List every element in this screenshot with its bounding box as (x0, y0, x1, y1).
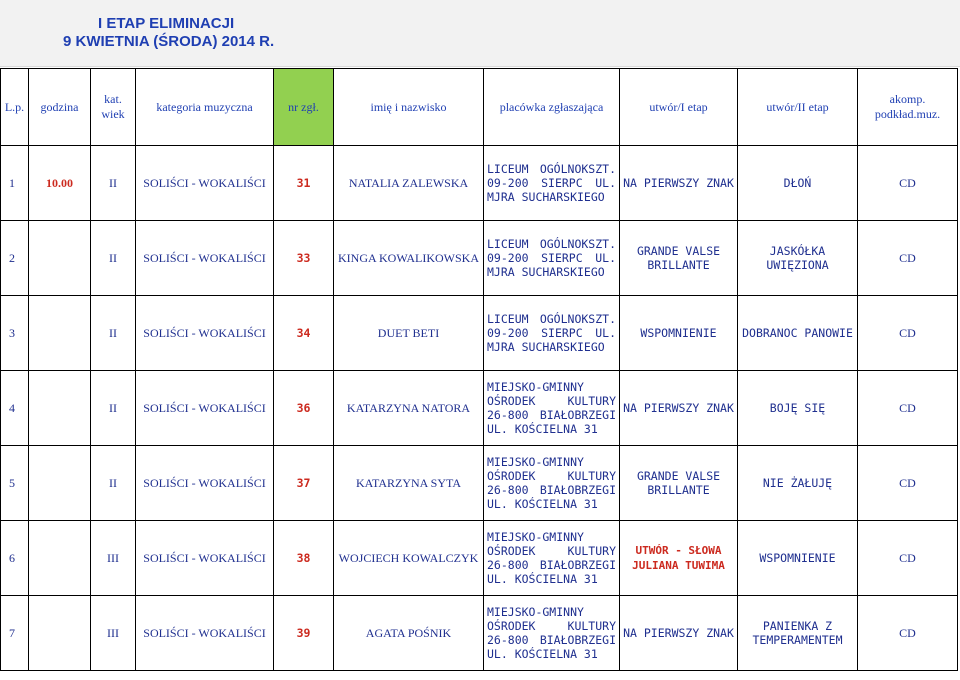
row-name: KINGA KOWALIKOWSKA (334, 221, 484, 296)
row-acc: CD (858, 371, 958, 446)
row-time (29, 221, 91, 296)
row-name: DUET BETI (334, 296, 484, 371)
row-song1: NA PIERWSZY ZNAK (620, 371, 738, 446)
row-kat: II (91, 296, 136, 371)
row-time (29, 371, 91, 446)
row-nr: 39 (274, 596, 334, 671)
table-row (1, 596, 958, 671)
row-song2: DŁOŃ (738, 146, 858, 221)
table-row (1, 221, 958, 296)
row-category: SOLIŚCI - WOKALIŚCI (136, 371, 274, 446)
col-akomp: akomp. podkład.muz. (858, 69, 958, 146)
table-row (1, 446, 958, 521)
col-imie: imię i nazwisko (334, 69, 484, 146)
row-place: MIEJSKO-GMINNY OŚRODEK KULTURY 26-800 BIAŁOBRZEGI UL. KOŚCIELNA 31 (484, 521, 620, 596)
row-song2: BOJĘ SIĘ (738, 371, 858, 446)
row-song1: GRANDE VALSE BRILLANTE (620, 446, 738, 521)
row-lp: 6 (1, 521, 29, 596)
row-time (29, 296, 91, 371)
row-lp: 7 (1, 596, 29, 671)
row-time (29, 596, 91, 671)
row-place: LICEUM OGÓLNOKSZT. 09-200 SIERPC UL. MJRA SUCHARSKIEGO (484, 296, 620, 371)
row-category: SOLIŚCI - WOKALIŚCI (136, 521, 274, 596)
row-lp: 4 (1, 371, 29, 446)
col-nr: nr zgł. (274, 69, 334, 146)
row-acc: CD (858, 521, 958, 596)
col-utwor-1: utwór/I etap (620, 69, 738, 146)
row-category: SOLIŚCI - WOKALIŚCI (136, 221, 274, 296)
col-placowka: placówka zgłaszająca (484, 69, 620, 146)
row-song2: JASKÓŁKA UWIĘZIONA (738, 221, 858, 296)
row-name: KATARZYNA SYTA (334, 446, 484, 521)
title-panel (0, 0, 960, 67)
row-place: LICEUM OGÓLNOKSZT. 09-200 SIERPC UL. MJRA SUCHARSKIEGO (484, 146, 620, 221)
row-kat: II (91, 221, 136, 296)
row-song1: UTWÓR - SŁOWA JULIANA TUWIMA (620, 521, 738, 596)
row-nr: 38 (274, 521, 334, 596)
row-name: KATARZYNA NATORA (334, 371, 484, 446)
row-acc: CD (858, 446, 958, 521)
row-acc: CD (858, 146, 958, 221)
row-acc: CD (858, 221, 958, 296)
row-category: SOLIŚCI - WOKALIŚCI (136, 296, 274, 371)
row-place: MIEJSKO-GMINNY OŚRODEK KULTURY 26-800 BIAŁOBRZEGI UL. KOŚCIELNA 31 (484, 596, 620, 671)
row-lp: 2 (1, 221, 29, 296)
row-lp: 5 (1, 446, 29, 521)
row-acc: CD (858, 596, 958, 671)
row-category: SOLIŚCI - WOKALIŚCI (136, 146, 274, 221)
table-row (1, 146, 958, 221)
row-song2: DOBRANOC PANOWIE (738, 296, 858, 371)
row-time (29, 521, 91, 596)
row-category: SOLIŚCI - WOKALIŚCI (136, 596, 274, 671)
row-nr: 34 (274, 296, 334, 371)
row-kat: III (91, 521, 136, 596)
row-time (29, 446, 91, 521)
row-name: AGATA POŚNIK (334, 596, 484, 671)
schedule-table (0, 68, 958, 671)
row-lp: 1 (1, 146, 29, 221)
row-place: MIEJSKO-GMINNY OŚRODEK KULTURY 26-800 BIAŁOBRZEGI UL. KOŚCIELNA 31 (484, 371, 620, 446)
row-song1: WSPOMNIENIE (620, 296, 738, 371)
row-kat: III (91, 596, 136, 671)
row-place: LICEUM OGÓLNOKSZT. 09-200 SIERPC UL. MJRA SUCHARSKIEGO (484, 221, 620, 296)
table-row (1, 371, 958, 446)
row-name: NATALIA ZALEWSKA (334, 146, 484, 221)
row-song1: NA PIERWSZY ZNAK (620, 596, 738, 671)
row-nr: 31 (274, 146, 334, 221)
row-song2: WSPOMNIENIE (738, 521, 858, 596)
row-song2: PANIENKA Z TEMPERAMENTEM (738, 596, 858, 671)
row-song2: NIE ŻAŁUJĘ (738, 446, 858, 521)
row-song1: GRANDE VALSE BRILLANTE (620, 221, 738, 296)
title-line-1: I ETAP ELIMINACJI (98, 15, 235, 32)
table-row (1, 521, 958, 596)
row-kat: II (91, 446, 136, 521)
header-row (1, 69, 958, 146)
col-godzina: godzina (29, 69, 91, 146)
row-lp: 3 (1, 296, 29, 371)
row-time: 10.00 (29, 146, 91, 221)
row-kat: II (91, 371, 136, 446)
col-lp: L.p. (1, 69, 29, 146)
row-name: WOJCIECH KOWALCZYK (334, 521, 484, 596)
row-kat: II (91, 146, 136, 221)
row-nr: 36 (274, 371, 334, 446)
row-acc: CD (858, 296, 958, 371)
col-utwor-2: utwór/II etap (738, 69, 858, 146)
table-row (1, 296, 958, 371)
row-nr: 37 (274, 446, 334, 521)
row-song1: NA PIERWSZY ZNAK (620, 146, 738, 221)
row-place: MIEJSKO-GMINNY OŚRODEK KULTURY 26-800 BIAŁOBRZEGI UL. KOŚCIELNA 31 (484, 446, 620, 521)
row-nr: 33 (274, 221, 334, 296)
col-kat-wiek: kat. wiek (91, 69, 136, 146)
col-kategoria: kategoria muzyczna (136, 69, 274, 146)
title-line-2: 9 KWIETNIA (ŚRODA) 2014 R. (63, 33, 275, 50)
row-category: SOLIŚCI - WOKALIŚCI (136, 446, 274, 521)
